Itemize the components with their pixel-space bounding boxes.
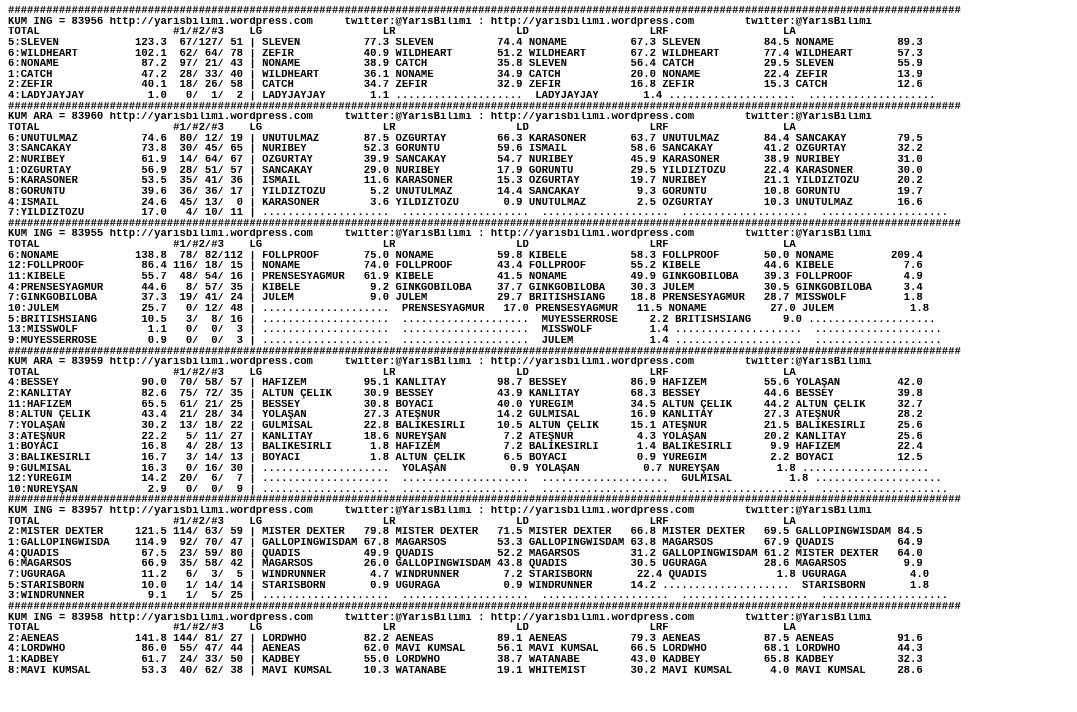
horse-row-line: 4:BESSEY 90.0 70/ 58/ 57 | HAFİZEM 95.1 KANLITAY 98.7 BESSEY 86.9 HAFİZEM 55.6 YOLAŞAN 42.0 xyxy=(8,378,923,390)
horse-row-line: 8:MAVİ KUMSAL 53.3 40/ 62/ 38 | MAVİ KUMSAL 10.3 WATANABE 19.1 WHITEMIST 30.2 MAVİ KUMSAL 4.0 MAVİ KUMSAL 28.6 xyxy=(8,665,923,677)
horse-row-line: 11:KİBELE 55.7 48/ 54/ 16 | PRENSESYAĞMUR 61.9 KİBELE 41.5 NONAME 49.9 GINKGOBILOBA 39.3 FOLLPROOF 4.9 xyxy=(8,272,923,283)
horse-row-line: 6:NONAME 138.8 78/ 82/112 | FOLLPROOF 75.0 NONAME 59.8 KİBELE 58.3 FOLLPROOF 50.0 NONAME 209.4 xyxy=(8,250,923,262)
column-header-line: TOTAL #1/#2/#3 LG LR LD LRF LA xyxy=(8,240,796,251)
horse-row-line: 5:BRITISHSIANG 10.5 3/ 8/ 16 | .................... .................... MÜYESSERROSE 2.2 BRITISHSIANG 9.0 .................... xyxy=(8,314,936,326)
race-header-line: KUM ING = 83957 http://yarisbilimi.wordpress.com twitter:@YarisBilimi : http://yarisbilimi.wordpress.com twitter:@YarisBilimi xyxy=(8,506,872,517)
column-header-line: TOTAL #1/#2/#3 LG LR LD LRF LA xyxy=(8,27,796,38)
horse-row-line: 8:GÖRÜNTÜ 39.6 36/ 36/ 17 | YILDIZTOZU 5.2 UNUTULMAZ 14.4 SANCAKAY 9.3 GÖRÜNTÜ 10.8 GÖRÜNTÜ 19.7 xyxy=(8,186,923,198)
horse-row-line: 4:İSMAİL 24.6 45/ 13/ 0 | KARASONER 3.6 YILDIZTOZU 0.9 UNUTULMAZ 2.5 ÖZGÜRTAY 10.3 UNUTULMAZ 16.6 xyxy=(8,197,923,209)
horse-row-line: 8:ALTUN ÇELİK 43.4 21/ 28/ 34 | YOLAŞAN 27.3 ATEŞNUR 14.2 GÜLMİSAL 16.9 KANLITAY 27.3 ATEŞNUR 28.2 xyxy=(8,410,923,421)
column-header-line: TOTAL #1/#2/#3 LG LR LD LRF LA xyxy=(8,367,796,379)
separator-line: ###################################################################################################################################################### xyxy=(8,601,961,613)
horse-row-line: 4:PRENSESYAĞMUR 44.6 8/ 57/ 35 | KİBELE 9.2 GINKGOBILOBA 37.7 GINKGOBILOBA 30.3 JULEM 30.5 GINKGOBILOBA 3.4 xyxy=(8,282,923,294)
horse-row-line: 7:GINKGOBILOBA 37.3 19/ 41/ 24 | JULEM 9.0 JULEM 29.7 BRITISHSIANG 18.8 PRENSESYAĞMUR 28.7 MISSWOLF 1.8 xyxy=(8,293,923,304)
horse-row-line: 1:GALLOPINGWISDA 114.9 92/ 70/ 47 | GALLOPINGWISDAM 67.8 MAGARSOS 53.3 GALLOPINGWISDAM 63.8 MAGARSOS 67.9 QUADIS 64.9 xyxy=(8,538,923,549)
column-header-line: TOTAL #1/#2/#3 LG LR LD LRF LA xyxy=(8,516,796,528)
horse-row-line: 1:KADBEY 61.7 24/ 33/ 50 | KADBEY 55.0 LORDWHO 38.7 WATANABE 43.0 KADBEY 65.8 KADBEY 32.3 xyxy=(8,655,923,666)
horse-row-line: 13:MISSWOLF 1.1 0/ 0/ 3 | .................... .................... MISSWOLF 1.4 .................... .................... xyxy=(8,325,942,336)
horse-row-line: 6:UNUTULMAZ 74.6 80/ 12/ 19 | UNUTULMAZ 87.5 ÖZGÜRTAY 66.3 KARASONER 63.7 UNUTULMAZ 84.4 SANCAKAY 79.5 xyxy=(8,133,923,145)
race-header-line: KUM ING = 83958 http://yarisbilimi.wordpress.com twitter:@YarisBilimi : http://yarisbilimi.wordpress.com twitter:@YarisBilimi xyxy=(8,612,872,624)
horse-row-line: 4:LORDWHO 86.0 55/ 47/ 44 | AENEAS 62.0 MAVİ KUMSAL 56.1 MAVİ KUMSAL 66.5 LORDWHO 68.1 LORDWHO 44.3 xyxy=(8,644,923,656)
horse-row-line: 7:UĞURAĞA 11.2 6/ 3/ 5 | WINDRUNNER 4.7 WINDRUNNER 7.2 STARISBORN 22.4 QUADIS 1.8 UĞURAĞA 4.0 xyxy=(8,569,930,581)
horse-row-line: 2:NURİBEY 61.9 14/ 64/ 67 | ÖZGÜRTAY 39.9 SANCAKAY 54.7 NURİBEY 45.9 KARASONER 38.9 NURİBEY 31.0 xyxy=(8,154,923,166)
horse-row-line: 1:ÖZGÜRTAY 56.9 28/ 51/ 57 | SANCAKAY 29.0 NURİBEY 17.9 GÖRÜNTÜ 29.5 YILDIZTOZU 22.4 KARASONER 30.0 xyxy=(8,165,923,177)
horse-row-line: 12:YÜREĞİM 14.2 20/ 6/ 7 | .................... .................... .................... GÜLMİSAL 1.8 .................... xyxy=(8,474,942,485)
horse-row-line: 2:AENEAS 141.8 144/ 81/ 27 | LORDWHO 82.2 AENEAS 89.1 AENEAS 79.3 AENEAS 87.5 AENEAS 91.6 xyxy=(8,633,923,645)
horse-row-line: 7:YOLAŞAN 30.2 13/ 18/ 22 | GÜLMİSAL 22.8 BALİKESİRLİ 10.5 ALTUN ÇELİK 15.1 ATEŞNUR 21.5 BALİKESİRLİ 25.6 xyxy=(8,420,923,432)
horse-row-line: 9:MÜYESSERROSE 0.9 0/ 0/ 3 | .................... .................... JULEM 1.4 .................... .................... xyxy=(8,335,942,347)
horse-row-line: 4:QUADIS 67.5 23/ 59/ 80 | QUADIS 49.9 QUADIS 52.2 MAGARSOS 31.2 GALLOPINGWISDAM 61.2 MISTER DEXTER 64.0 xyxy=(8,548,923,560)
horse-row-line: 2:KANLITAY 82.6 75/ 72/ 35 | ALTUN ÇELİK 30.9 BESSEY 43.9 KANLITAY 68.3 BESSEY 44.6 BESSEY 39.8 xyxy=(8,389,923,400)
horse-row-line: 6:NONAME 87.2 97/ 21/ 43 | NONAME 38.9 CATCH 35.8 SLEVEN 56.4 CATCH 29.5 SLEVEN 55.9 xyxy=(8,59,923,70)
separator-line: ###################################################################################################################################################### xyxy=(8,346,961,358)
horse-row-line: 4:LADYJAYJAY 1.0 0/ 1/ 2 | LADYJAYJAY 1.1 .................... LADYJAYJAY 1.4 .................... .................... xyxy=(8,91,936,102)
horse-row-line: 5:STARISBORN 10.0 1/ 14/ 14 | STARISBORN 0.9 UĞURAĞA 0.9 WINDRUNNER 14.2 .................... STARISBORN 1.8 xyxy=(8,580,930,592)
horse-row-line: 7:YILDIZTOZU 17.0 4/ 10/ 11 | .................... .................... .................... .................... .................... xyxy=(8,208,949,219)
separator-line: ###################################################################################################################################################### xyxy=(8,6,961,17)
horse-row-line: 6:WILDHEART 102.1 62/ 64/ 78 | ZEFİR 40.9 WILDHEART 51.2 WILDHEART 67.2 WILDHEART 77.4 WILDHEART 57.3 xyxy=(8,48,923,60)
horse-row-line: 6:MAGARSOS 66.9 35/ 58/ 42 | MAGARSOS 26.0 GALLOPINGWISDAM 43.8 QUADIS 30.5 UĞURAĞA 28.6 MAGARSOS 9.9 xyxy=(8,559,923,570)
horse-row-line: 3:WINDRUNNER 9.1 1/ 5/ 25 | .................... .................... .................... .................... .................... xyxy=(8,591,949,602)
horse-row-line: 2:ZEFİR 40.1 18/ 26/ 58 | CATCH 34.7 ZEFİR 32.9 ZEFİR 16.8 ZEFİR 15.3 CATCH 12.6 xyxy=(8,80,923,92)
race-header-line: KUM ARA = 83959 http://yarisbilimi.wordpress.com twitter:@YarisBilimi : http://yarisbilimi.wordpress.com twitter:@YarisBilimi xyxy=(8,357,872,368)
separator-line: ###################################################################################################################################################### xyxy=(8,218,961,230)
separator-line: ###################################################################################################################################################### xyxy=(8,495,961,507)
race-header-line: KUM ING = 83955 http://yarisbilimi.wordpress.com twitter:@YarisBilimi : http://yarisbilimi.wordpress.com twitter:@YarisBilimi xyxy=(8,229,872,241)
horse-row-line: 9:GÜLMİSAL 16.3 0/ 16/ 30 | .................... YOLAŞAN 0.9 YOLAŞAN 0.7 NUREYŞAN 1.8 .................... xyxy=(8,463,930,475)
horse-row-line: 5:KARASONER 53.5 35/ 41/ 36 | İSMAİL 11.6 KARASONER 15.3 ÖZGÜRTAY 19.7 NURİBEY 21.1 YILDIZTOZU 20.2 xyxy=(8,176,923,187)
horse-row-line: 3:ATEŞNUR 22.2 5/ 11/ 27 | KANLITAY 18.6 NUREYŞAN 7.2 ATEŞNUR 4.3 YOLAŞAN 20.2 KANLITAY 25.6 xyxy=(8,431,923,443)
horse-row-line: 5:SLEVEN 123.3 67/127/ 51 | SLEVEN 77.3 SLEVEN 74.4 NONAME 67.3 SLEVEN 84.5 NONAME 89.3 xyxy=(8,37,923,49)
column-header-line: TOTAL #1/#2/#3 LG LR LD LRF LA xyxy=(8,123,796,134)
horse-row-line: 12:FOLLPROOF 86.4 116/ 18/ 15 | NONAME 74.0 FOLLPROOF 43.4 FOLLPROOF 55.2 KİBELE 44.6 KİBELE 7.6 xyxy=(8,261,923,273)
horse-row-line: 2:MISTER DEXTER 121.5 114/ 63/ 59 | MISTER DEXTER 79.8 MISTER DEXTER 71.5 MISTER DEXTER 66.8 MISTER DEXTER 69.5 GALLOPINGWISDAM 84.5 xyxy=(8,527,923,539)
horse-row-line: 1:BOYACI 16.8 4/ 28/ 13 | BALİKESİRLİ 1.8 HAFİZEM 7.2 BALİKESİRLİ 1.4 BALİKESİRLİ 9.9 HAFİZEM 22.4 xyxy=(8,442,923,453)
horse-row-line: 10:NUREYŞAN 2.9 0/ 0/ 9 | .................... .................... .................... .................... .................... xyxy=(8,484,949,496)
horse-row-line: 10:JULEM 25.7 0/ 12/ 48 | .................... PRENSESYAĞMUR 17.0 PRENSESYAĞMUR 11.5 NONAME 27.0 JULEM 1.8 xyxy=(8,303,930,315)
race-header-line: KUM ARA = 83960 http://yarisbilimi.wordpress.com twitter:@YarisBilimi : http://yarisbilimi.wordpress.com twitter:@YarisBilimi xyxy=(8,112,872,124)
race-header-line: KUM ING = 83956 http://yarisbilimi.wordpress.com twitter:@YarisBilimi : http://yarisbilimi.wordpress.com twitter:@YarisBilimi xyxy=(8,16,872,28)
horse-row-line: 3:SANCAKAY 73.8 30/ 45/ 65 | NURİBEY 52.3 GÖRÜNTÜ 59.6 İSMAİL 58.6 SANCAKAY 41.2 ÖZGÜRTAY 32.2 xyxy=(8,144,923,155)
column-header-line: TOTAL #1/#2/#3 LG LR LD LRF LA xyxy=(8,623,796,634)
separator-line: ###################################################################################################################################################### xyxy=(8,101,961,113)
horse-row-line: 1:CATCH 47.2 28/ 33/ 40 | WILDHEART 36.1 NONAME 34.9 CATCH 20.0 NONAME 22.4 ZEFİR 13.9 xyxy=(8,69,923,81)
horse-row-line: 3:BALİKESİRLİ 16.7 3/ 14/ 13 | BOYACI 1.8 ALTUN ÇELİK 6.5 BOYACI 0.9 YÜREĞİM 2.2 BOYACI 12.5 xyxy=(8,452,923,464)
horse-row-line: 11:HAFİZEM 65.5 61/ 21/ 25 | BESSEY 30.8 BOYACI 40.0 YÜREĞİM 34.5 ALTUN ÇELİK 44.2 ALTUN ÇELİK 32.7 xyxy=(8,399,923,411)
